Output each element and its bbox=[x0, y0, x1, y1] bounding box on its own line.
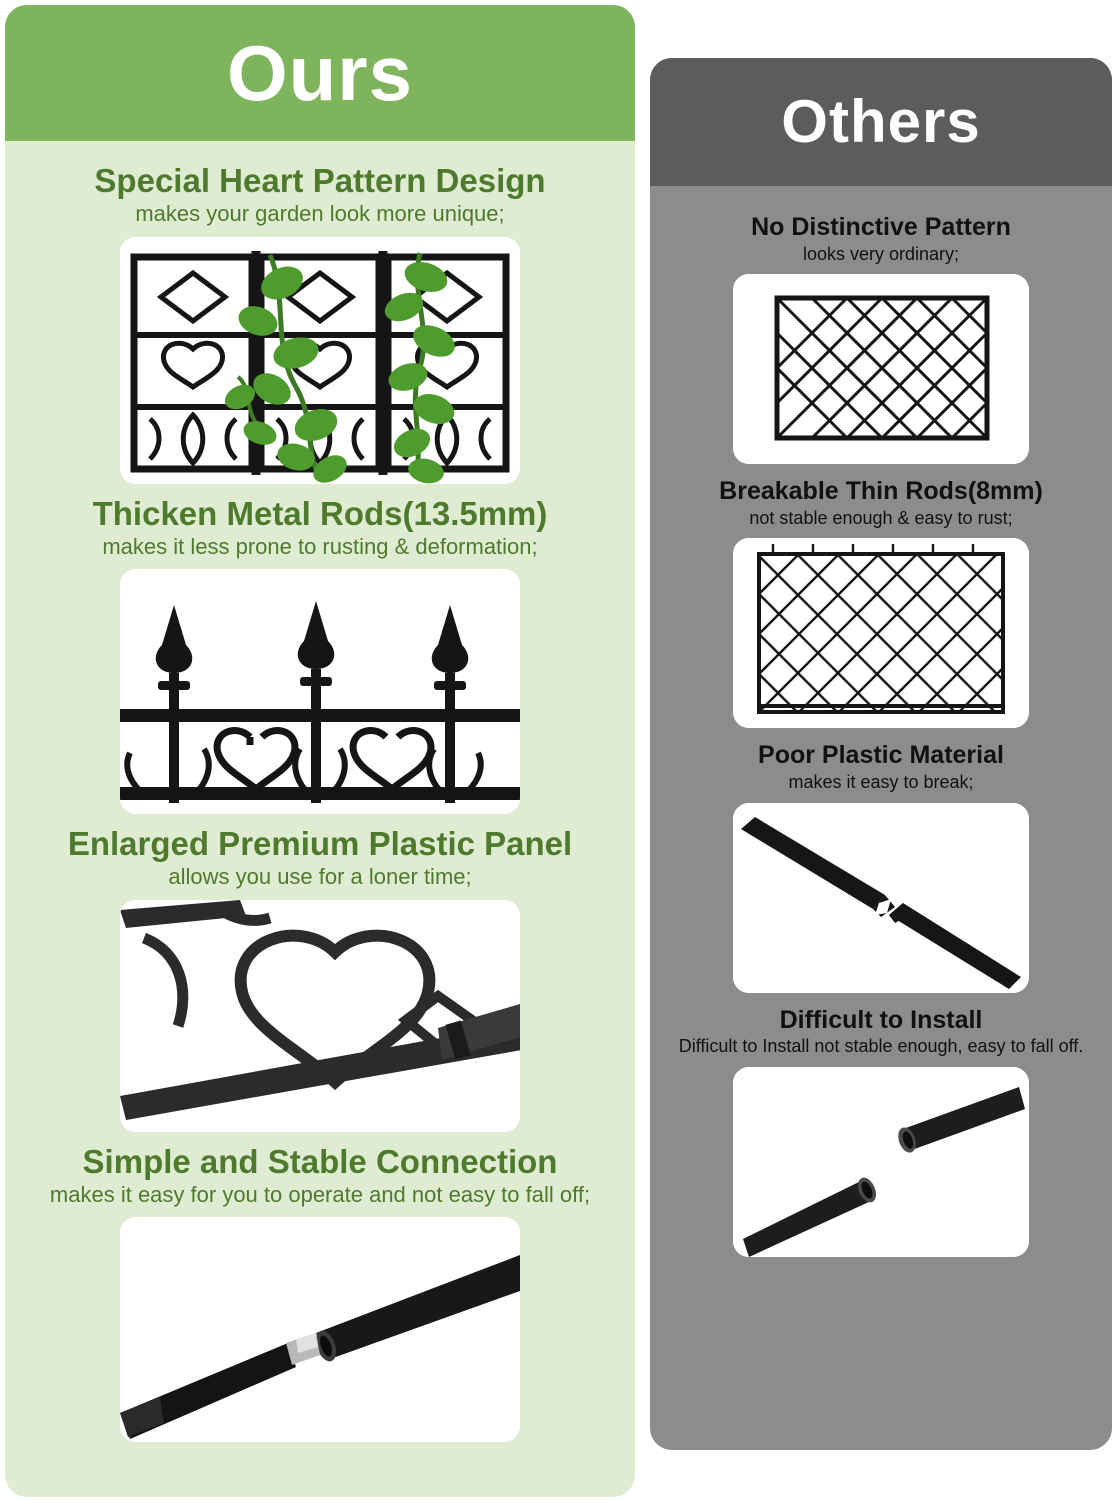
others-feature-3-title: Poor Plastic Material bbox=[758, 741, 1004, 770]
ours-feature-list bbox=[5, 141, 635, 1442]
ours-feature-2 bbox=[27, 496, 613, 815]
others-feature-4-subtitle: Difficult to Install not stable enough, easy to fall off. bbox=[678, 1036, 1084, 1057]
stable-rod-connection-closeup-photo bbox=[120, 1217, 520, 1442]
ours-feature-3 bbox=[27, 826, 613, 1132]
plain-lattice-fence-photo bbox=[733, 274, 1029, 464]
others-feature-1-subtitle: looks very ordinary; bbox=[802, 243, 960, 264]
others-feature-1 bbox=[678, 214, 1084, 464]
ours-feature-4-subtitle: makes it easy for you to operate and not easy to fall off; bbox=[49, 1182, 591, 1208]
ours-feature-1 bbox=[27, 163, 613, 484]
enlarged-plastic-panel-closeup-photo bbox=[120, 900, 520, 1132]
ours-column bbox=[5, 5, 635, 1497]
others-feature-2-subtitle: not stable enough & easy to rust; bbox=[749, 507, 1013, 528]
others-header-title: Others bbox=[650, 58, 1112, 186]
thick-metal-rods-fence-photo bbox=[120, 569, 520, 814]
ours-feature-3-subtitle: allows you use for a loner time; bbox=[168, 864, 472, 890]
others-feature-4 bbox=[678, 1007, 1084, 1257]
others-feature-3-subtitle: makes it easy to break; bbox=[788, 771, 974, 792]
others-feature-1-title: No Distinctive Pattern bbox=[751, 213, 1011, 241]
others-feature-2 bbox=[678, 478, 1084, 728]
others-feature-list bbox=[650, 186, 1112, 1257]
ours-header-title: Ours bbox=[5, 5, 635, 141]
others-feature-3 bbox=[678, 742, 1084, 992]
ours-feature-2-title: Thicken Metal Rods(13.5mm) bbox=[92, 494, 548, 532]
ours-feature-4-title: Simple and Stable Connection bbox=[82, 1142, 558, 1180]
broken-plastic-rod-photo bbox=[733, 803, 1029, 993]
ours-feature-2-subtitle: makes it less prone to rusting & deformation; bbox=[102, 533, 538, 559]
others-feature-4-title: Difficult to Install bbox=[779, 1005, 983, 1034]
ours-feature-3-title: Enlarged Premium Plastic Panel bbox=[67, 825, 573, 863]
others-column bbox=[650, 58, 1112, 1450]
thin-rod-lattice-fence-photo bbox=[733, 538, 1029, 728]
ours-feature-1-title: Special Heart Pattern Design bbox=[94, 162, 546, 199]
ours-feature-1-subtitle: makes your garden look more unique; bbox=[135, 201, 505, 227]
separated-tube-connection-photo bbox=[733, 1067, 1029, 1257]
heart-pattern-fence-with-vines-photo bbox=[120, 237, 520, 484]
ours-feature-4 bbox=[27, 1144, 613, 1443]
others-feature-2-title: Breakable Thin Rods(8mm) bbox=[719, 477, 1043, 506]
